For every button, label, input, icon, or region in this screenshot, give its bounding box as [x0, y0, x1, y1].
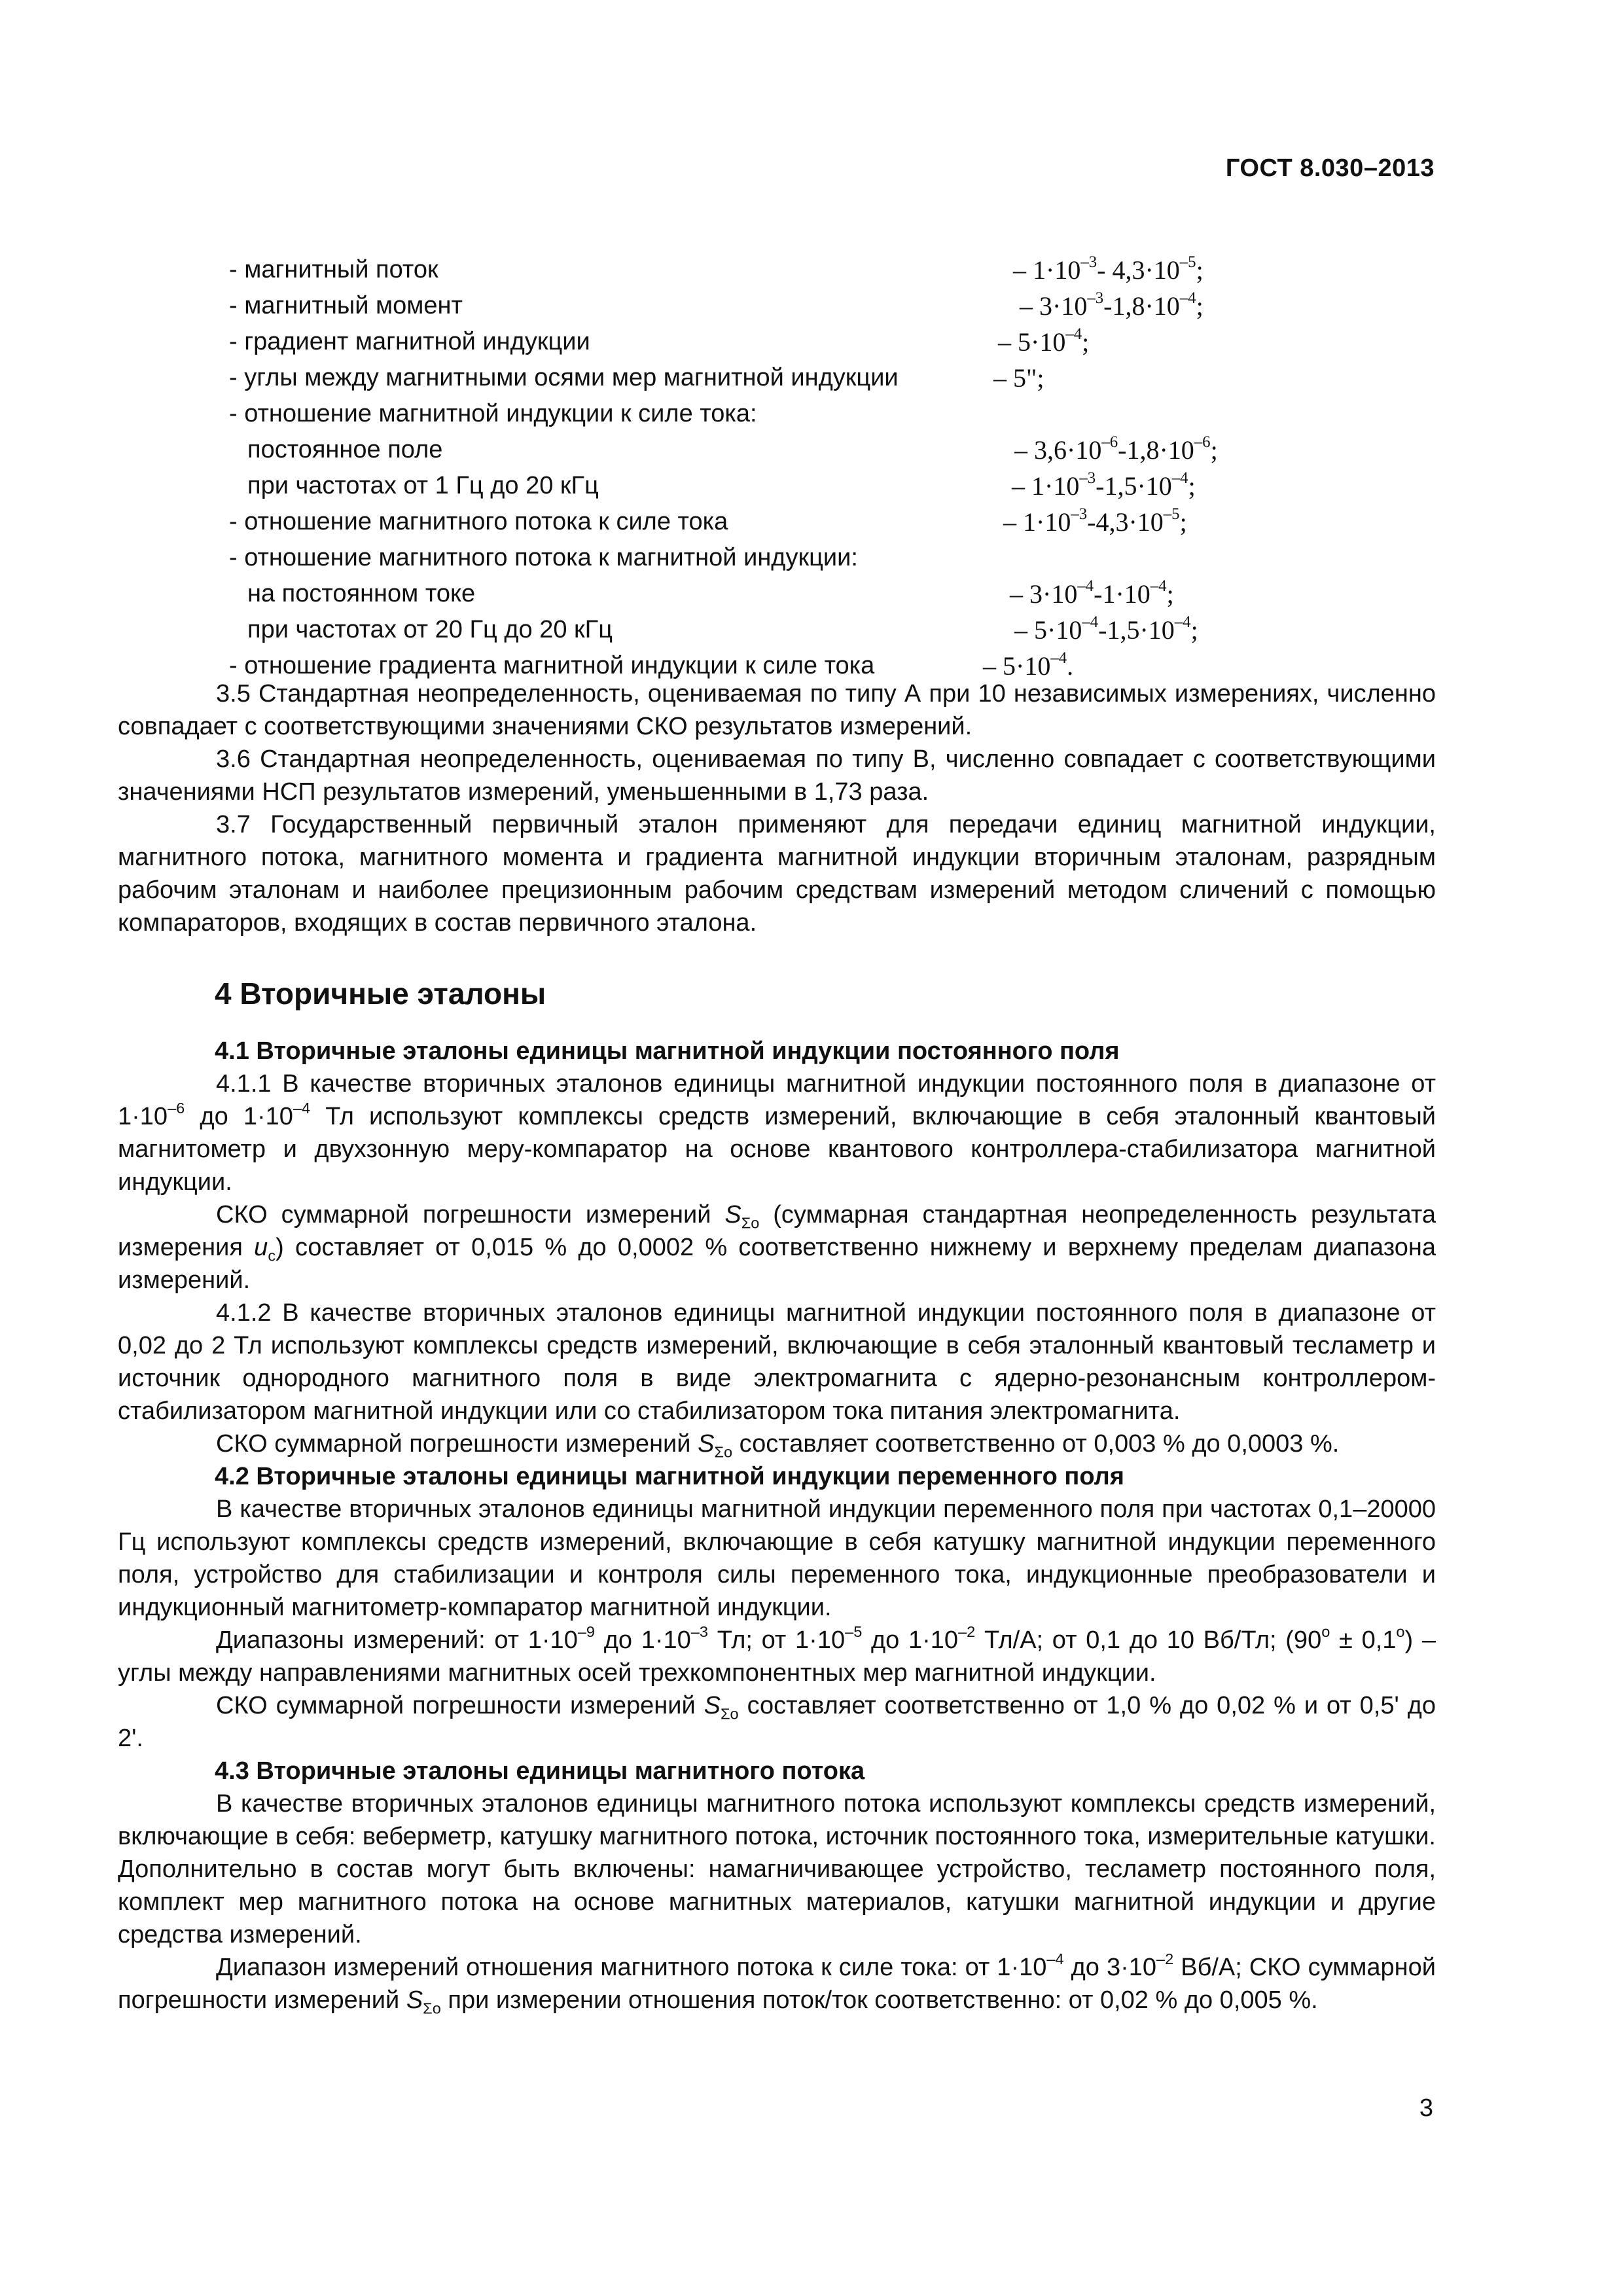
item-value: – $5\cdot 10^{-4}-1,5\cdot 10^{-4}$; — [1014, 613, 1198, 645]
paragraph-4-3-a: В качестве вторичных эталонов единицы магнитного потока используют комплексы средств измерений, включающие в себя: веберметр, катушку магнитного потока, источник постоянного тока, измерительные катушки. Дополнительно в состав могут быть включены: намагничивающее устройство, тесламетр постоянного поля, комплект мер магнитного потока на основе магнитных материалов, катушки магнитной индукции и другие средства измерений. — [118, 1790, 1436, 1948]
list-item — [229, 540, 1472, 576]
item-label: - отношение градиента магнитной индукции к силе тока — [229, 652, 875, 679]
subsection-4-3-title: 4.3 Вторичные эталоны единицы магнитного потока — [215, 1757, 865, 1785]
list-item — [229, 468, 1472, 504]
list-item — [229, 576, 1472, 612]
list-item — [229, 612, 1472, 648]
item-label: на постоянном токе — [247, 580, 476, 607]
item-value: – $1\cdot 10^{-3}-4,3\cdot 10^{-5}$; — [1003, 505, 1187, 537]
item-value: – $5\cdot 10^{-4}$. — [983, 649, 1074, 681]
section-4-title: 4 Вторичные эталоны — [215, 977, 546, 1011]
paragraph-4-1-1-sko: СКО суммарной погрешности измерений $S_{\Sigma о}$ (суммарная стандартная неопределенность результата измерения $u_c$) составляет от 0,015 % до 0,0002 % соответственно нижнему и верхнему пределам диапазона измерений. — [118, 1201, 1436, 1294]
page-number: 3 — [1419, 2094, 1433, 2122]
item-value: – $1\cdot 10^{-3}-1,5\cdot 10^{-4}$; — [1012, 469, 1196, 501]
list-item — [229, 360, 1472, 396]
item-label: - отношение магнитного потока к силе тока — [229, 508, 728, 535]
item-value: – 5"; — [993, 363, 1044, 393]
paragraph-4-1-2: 4.1.2 В качестве вторичных эталонов единицы магнитной индукции постоянного поля в диапазоне от 0,02 до 2 Тл используют комплексы средств измерений, включающие в себя эталонный квантовый тесламетр и источник однородного магнитного поля в виде электромагнита с ядерно-резонансным контроллером-стабилизатором магнитной индукции или со стабилизатором тока питания электромагнита. — [118, 1299, 1436, 1425]
item-value: – $5\cdot 10^{-4}$; — [998, 325, 1090, 357]
item-label: - градиент магнитной индукции — [229, 328, 590, 355]
paragraph-4-1-2-sko: СКО суммарной погрешности измерений $S_{\Sigma о}$ составляет соответственно от 0,003 % до 0,0003 %. — [216, 1430, 1340, 1461]
item-label: - магнитный момент — [229, 292, 463, 319]
document-body — [118, 677, 1436, 2017]
paragraph-4-1-1: 4.1.1 В качестве вторичных эталонов единицы магнитной индукции постоянного поля в диапазоне от $1\cdot 10^{-6}$ до $1\cdot 10^{-4}$ Тл используют комплексы средств измерений, включающие в себя эталонный квантовый магнитометр и двухзонную меру-компаратор на основе квантового контроллера-стабилизатора магнитной индукции. — [118, 1070, 1436, 1196]
paragraph-4-2-sko: СКО суммарной погрешности измерений $S_{\Sigma о}$ составляет соответственно от 1,0 % до 0,02 % и от 0,5' до 2'. — [118, 1692, 1436, 1752]
paragraph-3-7: 3.7 Государственный первичный эталон применяют для передачи единиц магнитной индукции, магнитного потока, магнитного момента и градиента магнитной индукции вторичным эталонам, разрядным рабочим эталонам и наиболее прецизионным рабочим средствам измерений методом сличений с помощью компараторов, входящих в состав первичного эталона. — [118, 811, 1436, 937]
list-item — [229, 396, 1472, 432]
list-item — [229, 288, 1472, 324]
item-value: – $3\cdot 10^{-4}-1\cdot 10^{-4}$; — [1010, 577, 1174, 609]
list-item — [229, 432, 1472, 468]
item-label: при частотах от 1 Гц до 20 кГц — [247, 472, 599, 499]
paragraph-4-3-range: Диапазон измерений отношения магнитного потока к силе тока: от $1\cdot 10^{-4}$ до $3\cdot 10^{-2}$ Вб/А; СКО суммарной погрешности измерений $S_{\Sigma о}$ при измерении отношения поток/ток соответственно: от 0,02 % до 0,005 %. — [118, 1950, 1436, 2017]
item-label: при частотах от 20 Гц до 20 кГц — [247, 616, 613, 643]
item-label: - отношение магнитного потока к магнитной индукции: — [229, 544, 858, 571]
list-item — [229, 504, 1472, 540]
paragraph-3-6: 3.6 Стандартная неопределенность, оцениваемая по типу В, численно совпадает с соответствующими значениями НСП результатов измерений, уменьшенными в 1,73 раза. — [118, 745, 1436, 806]
item-value: – $3,6\cdot 10^{-6}-1,8\cdot 10^{-6}$; — [1014, 433, 1218, 465]
subsection-4-1-title: 4.1 Вторичные эталоны единицы магнитной индукции постоянного поля — [215, 1037, 1120, 1065]
parameter-list — [229, 252, 1472, 684]
list-item — [229, 324, 1472, 360]
subsection-4-2-title: 4.2 Вторичные эталоны единицы магнитной индукции переменного поля — [215, 1463, 1124, 1490]
paragraph-3-5: 3.5 Стандартная неопределенность, оцениваемая по типу А при 10 независимых измерениях, численно совпадает с соответствующими значениями СКО результатов измерений. — [118, 680, 1436, 740]
item-label: - отношение магнитной индукции к силе тока: — [229, 400, 757, 427]
paragraph-4-2-a: В качестве вторичных эталонов единицы магнитной индукции переменного поля при частотах 0,1–20000 Гц используют комплексы средств измерений, включающие в себя катушку магнитной индукции переменного поля, устройство для стабилизации и контроля силы переменного тока, индукционные преобразователи и индукционный магнитометр-компаратор магнитной индукции. — [118, 1496, 1436, 1621]
item-label: - углы между магнитными осями мер магнитной индукции — [229, 364, 899, 391]
list-item — [229, 252, 1472, 288]
item-label: - магнитный поток — [229, 256, 438, 283]
paragraph-4-2-ranges: Диапазоны измерений: от $1\cdot 10^{-9}$ до $1\cdot 10^{-3}$ Тл; от $1\cdot 10^{-5}$ до $1\cdot 10^{-2}$ Тл/А; от 0,1 до 10 Вб/Тл; $(90^о \pm 0,1^о)$ – углы между направлениями магнитных осей трехкомпонентных мер магнитной индукции. — [118, 1623, 1436, 1687]
item-value: – $3\cdot 10^{-3}-1,8\cdot 10^{-4}$; — [1020, 289, 1204, 321]
item-value: – $1\cdot 10^{-3}-$ $4,3\cdot 10^{-5}$; — [1013, 253, 1204, 285]
item-label: постоянное поле — [247, 436, 443, 463]
document-code-header: ГОСТ 8.030–2013 — [1225, 154, 1435, 182]
